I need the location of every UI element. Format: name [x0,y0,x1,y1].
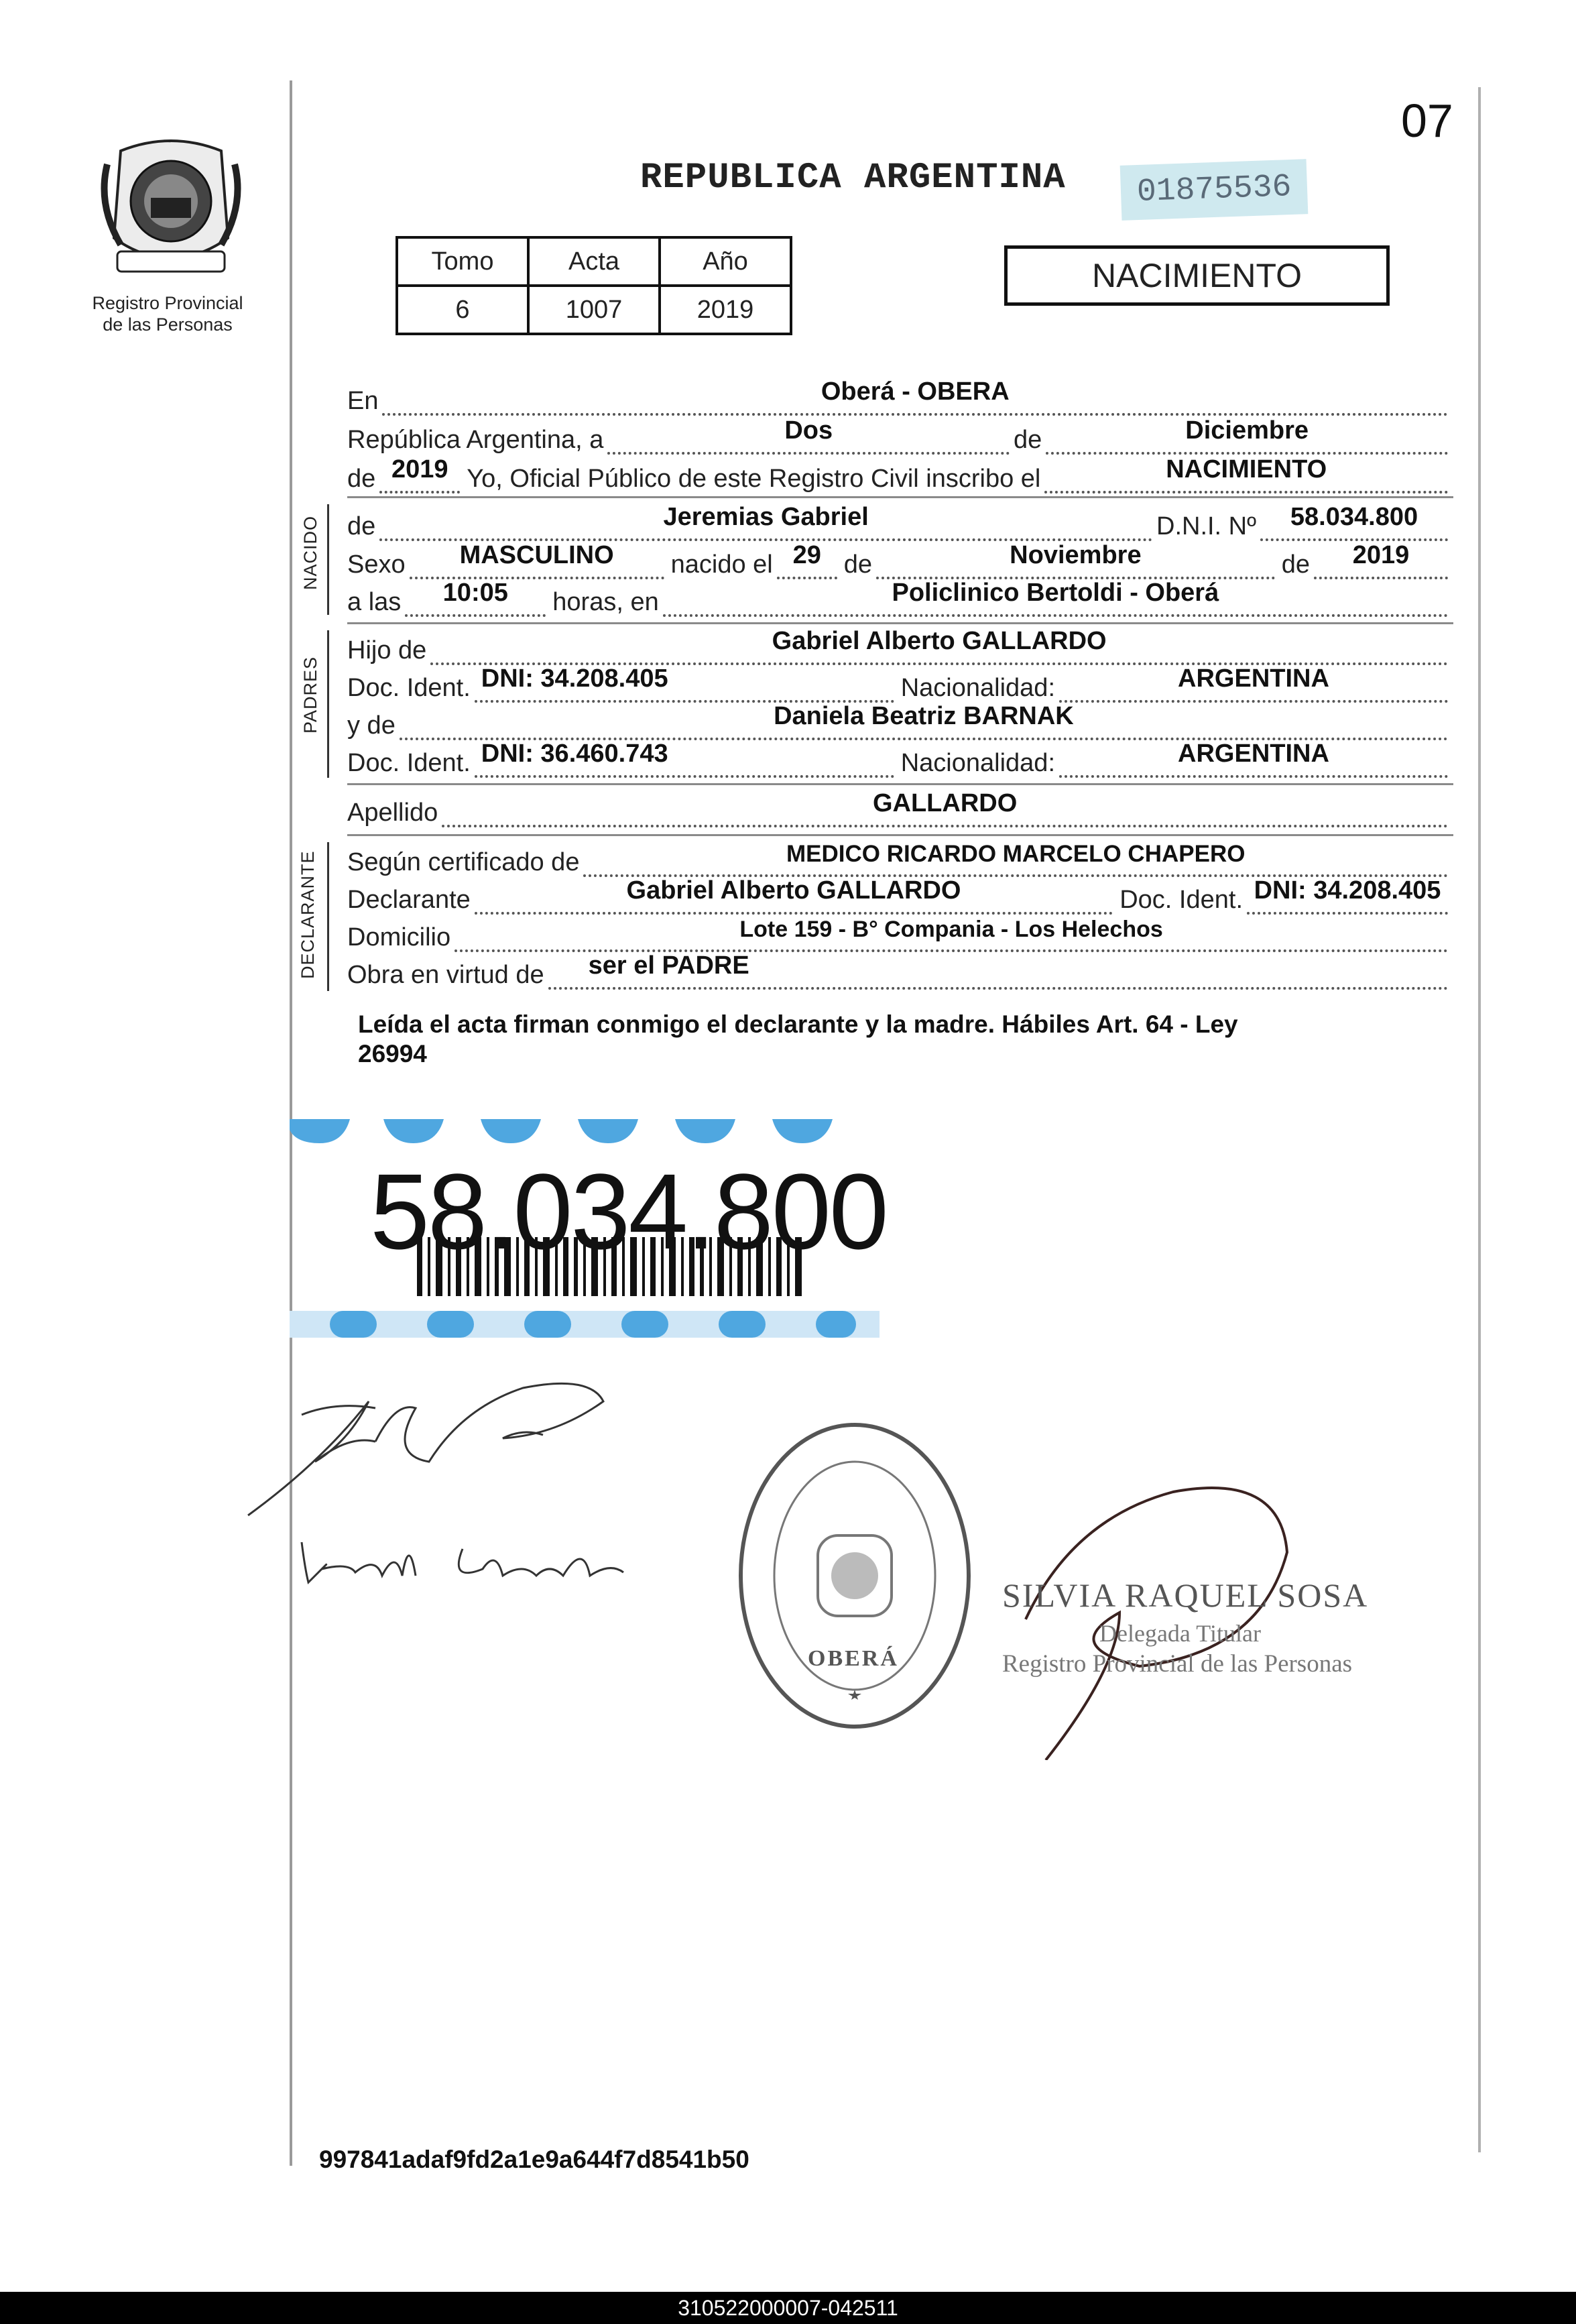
signature-madre-icon [295,1522,644,1596]
label-nac-padre: Nacionalidad: [900,674,1055,702]
label-y-de: y de [347,711,396,740]
value-declarante: Gabriel Alberto GALLARDO [626,876,961,905]
page-number: 07 [1401,95,1453,147]
header-tomo: Tomo [397,237,528,286]
value-domicilio: Lote 159 - B° Compania - Los Helechos [739,917,1163,942]
label-nacido-el: nacido el [670,550,773,579]
line-declarante [347,878,1448,915]
caption-line-1: Registro Provincial [92,293,243,313]
label-de-4: de [843,550,873,579]
label-doc-declarante: Doc. Ident. [1119,886,1243,914]
registry-caption [74,292,261,335]
fill-sexo [410,540,664,579]
header-anio: Año [660,237,791,286]
label-hijo-de: Hijo de [347,636,427,664]
seal-city: OBERÁ [808,1646,899,1671]
signature-madre [295,1522,644,1596]
value-mes-texto: Diciembre [1185,416,1309,445]
line-fecha [347,418,1448,455]
serial-number: 01875536 [1120,159,1309,221]
label-de-5: de [1281,550,1310,579]
fill-domicilio [454,913,1448,952]
value-certificado: MEDICO RICARDO MARCELO CHAPERO [786,841,1246,867]
label-de-1: de [1014,426,1042,454]
value-hora: 10:05 [442,579,508,607]
label-domicilio: Domicilio [347,923,451,951]
value-padre: Gabriel Alberto GALLARDO [772,627,1107,655]
line-hora [347,581,1448,617]
label-apellido: Apellido [347,799,438,827]
declarante-bracket [327,842,329,991]
value-mes-nac: Noviembre [1010,541,1142,569]
fill-dni [1260,502,1448,541]
section-divider-3 [347,783,1453,785]
fill-obra [548,951,1448,990]
fill-declarante [475,876,1113,915]
closing-note-line-1: Leída el acta firman conmigo el declarante y la madre. Hábiles Art. 64 - Ley [358,1010,1238,1038]
line-madre [347,704,1448,740]
document-type: NACIMIENTO [1004,245,1390,306]
value-padre-nac: ARGENTINA [1178,664,1329,693]
section-nacido: NACIDO [300,515,320,590]
dni-big-number: 58.034.800 [370,1151,887,1271]
label-de-3: de [347,512,376,540]
nacido-bracket [327,504,329,615]
value-nombre: Jeremias Gabriel [663,503,869,531]
fill-lugar-nac [663,578,1448,617]
footer-code: 310522000007-042511 [0,2292,1576,2324]
value-dni: 58.034.800 [1290,503,1418,531]
closing-note-line-2: 26994 [358,1040,427,1067]
fill-mes [1046,416,1448,455]
record-table [396,236,792,335]
fill-anio-nac [1314,540,1448,579]
fill-padre [430,626,1448,665]
label-doc-madre: Doc. Ident. [347,749,471,777]
official-name: SILVIA RAQUEL SOSA [1002,1576,1369,1614]
value-madre: Daniela Beatriz BARNAK [774,702,1074,730]
line-certificado [347,841,1448,877]
line-nombre [347,505,1448,541]
label-de-2: de [347,465,376,493]
value-acta: 1007 [528,286,660,334]
label-doc-padre: Doc. Ident. [347,674,471,702]
coat-of-arms-icon [94,137,248,282]
fill-apellido [442,789,1448,827]
fill-padre-nac [1059,664,1448,703]
value-dia-nac: 29 [792,541,821,569]
fill-dia [607,416,1010,455]
section-declarante: DECLARANTE [298,850,318,979]
line-apellido [347,791,1448,827]
fill-hora [405,578,546,617]
line-obra [347,953,1448,990]
section-divider-1 [347,496,1453,498]
value-apellido: GALLARDO [872,789,1018,817]
padres-bracket [327,630,329,778]
page-title: REPUBLICA ARGENTINA [640,158,1066,198]
label-nac-madre: Nacionalidad: [900,749,1055,777]
value-obra: ser el PADRE [588,951,749,980]
label-horas-en: horas, en [552,588,659,616]
value-tomo: 6 [397,286,528,334]
section-divider-4 [347,834,1453,836]
label-segun: Según certificado de [347,848,580,876]
line-padre [347,629,1448,665]
value-acto: NACIMIENTO [1166,455,1327,483]
record-table-values [397,286,791,334]
value-dia-texto: Dos [784,416,833,445]
fill-anio [379,455,460,493]
value-lugar: Oberá - OBERA [821,377,1010,406]
fill-certificado [583,838,1448,877]
caption-line-2: de las Personas [103,314,233,335]
line-madre-doc [347,742,1448,778]
document-hash: 997841adaf9fd2a1e9a644f7d8541b50 [319,2146,749,2173]
fill-mes-nac [876,540,1275,579]
fill-nombre [379,502,1152,541]
line-padre-doc [347,666,1448,703]
section-padres: PADRES [300,656,320,734]
dni-barcode-label [290,1110,887,1351]
label-sexo: Sexo [347,550,406,579]
value-padre-doc: DNI: 34.208.405 [481,664,668,693]
fill-madre-doc [475,739,894,778]
value-madre-nac: ARGENTINA [1178,740,1329,768]
fill-lugar [382,377,1448,416]
value-lugar-nac: Policlinico Bertoldi - Oberá [892,579,1219,607]
value-declarante-doc: DNI: 34.208.405 [1254,876,1441,905]
label-a-las: a las [347,588,402,616]
line-anio [347,457,1448,493]
value-anio: 2019 [660,286,791,334]
label-en: En [347,387,379,415]
fill-declarante-doc [1247,876,1448,915]
value-madre-doc: DNI: 36.460.743 [481,740,668,768]
fill-acto [1044,455,1448,493]
line-en [347,377,1448,416]
section-divider-2 [347,622,1453,624]
fill-madre-nac [1059,739,1448,778]
label-obra: Obra en virtud de [347,961,544,989]
line-domicilio [347,916,1448,952]
label-yo: Yo, Oficial Público de este Registro Civil inscribo el [467,465,1041,493]
value-anio-nac: 2019 [1352,541,1410,569]
fill-dia-nac [777,540,837,579]
official-role: Delegada Titular [1099,1620,1261,1647]
registry-logo [94,137,248,282]
right-border [1478,87,1481,2152]
line-sexo [347,543,1448,579]
round-seal-icon [731,1418,979,1733]
value-sexo: MASCULINO [459,541,614,569]
header-acta: Acta [528,237,660,286]
value-anio: 2019 [391,455,448,483]
delegation-seal [731,1418,979,1733]
official-office: Registro Provincial de las Personas [1002,1650,1353,1678]
label-dni: D.N.I. Nº [1156,512,1256,540]
fill-madre [400,701,1448,740]
closing-note [358,1010,1444,1069]
label-republica: República Argentina, a [347,426,604,454]
record-table-header [397,237,791,286]
fill-padre-doc [475,664,894,703]
label-declarante: Declarante [347,886,471,914]
